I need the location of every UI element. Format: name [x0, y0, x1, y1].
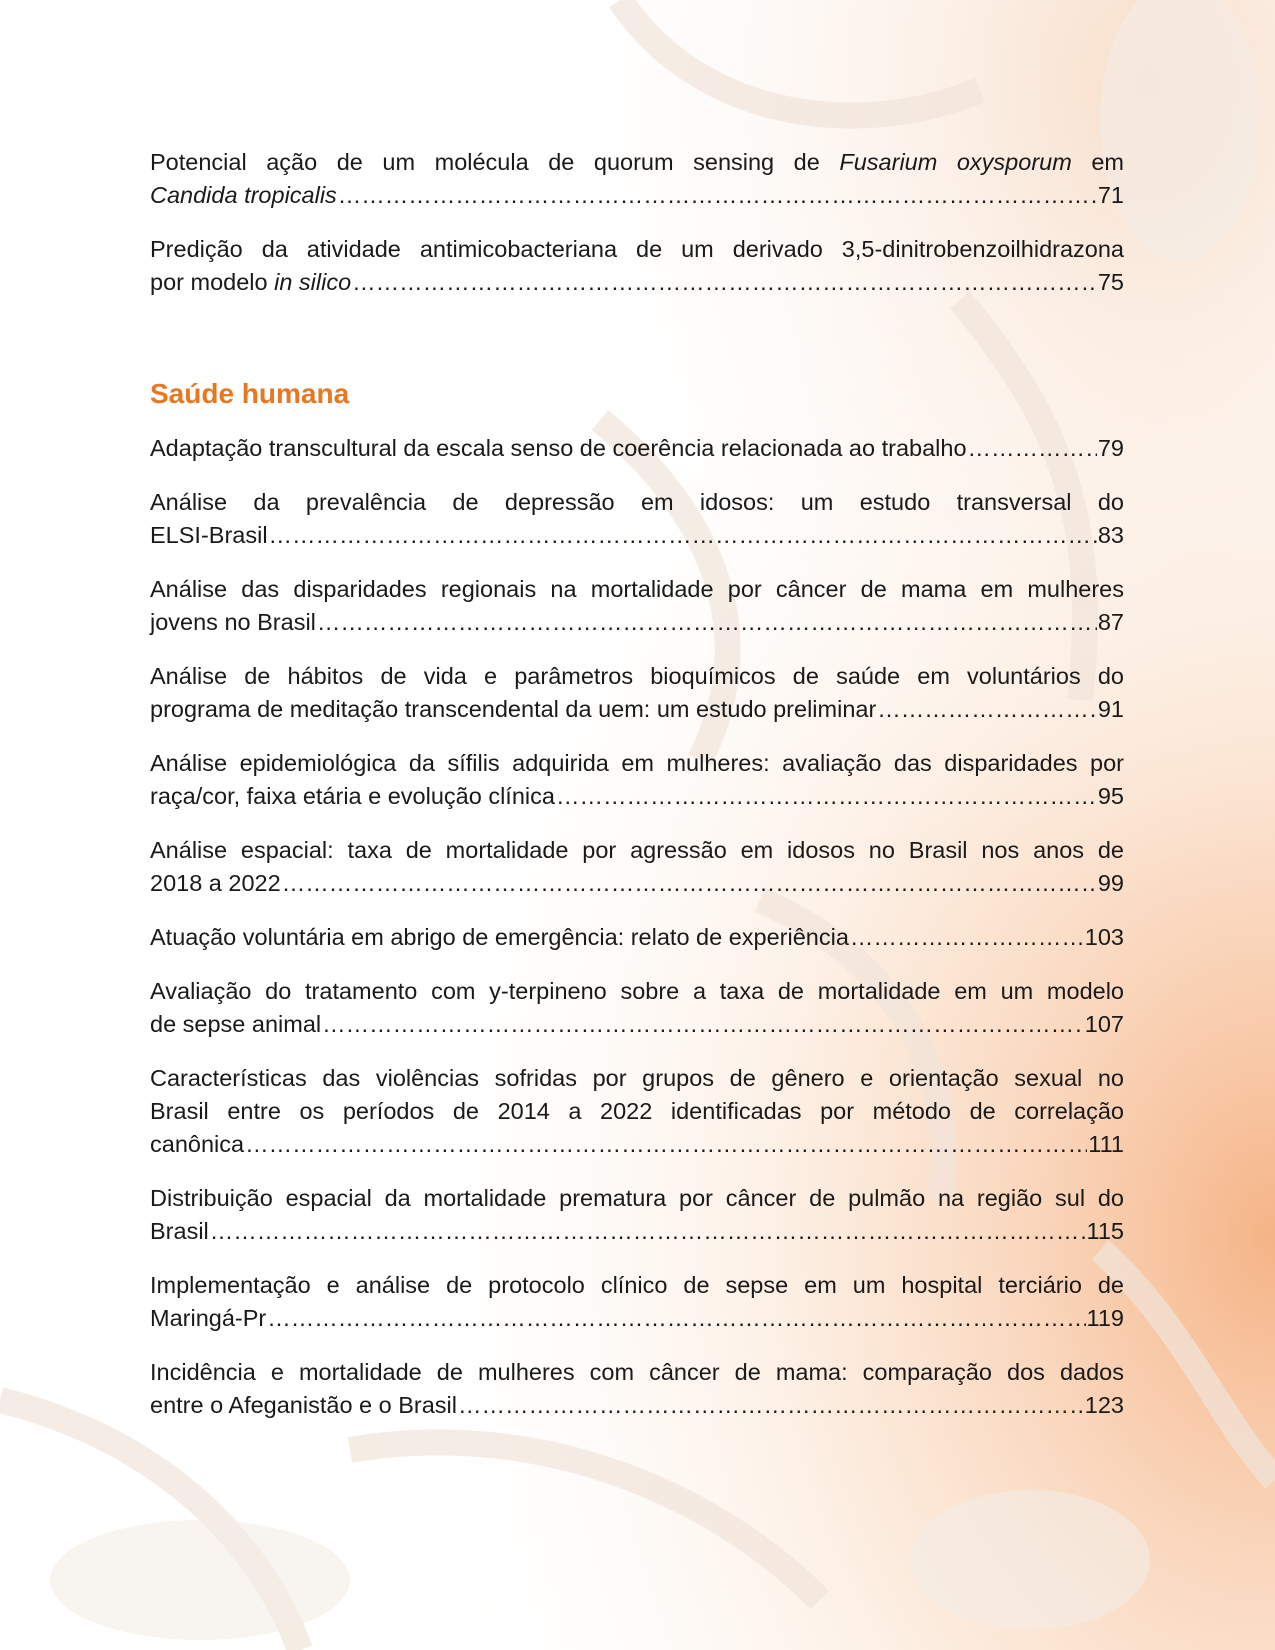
toc-entry-line: Distribuição espacial da mortalidade prematura por câncer de pulmão na região sul do	[150, 1185, 1124, 1211]
toc-entry-title-end: de sepse animal	[150, 1011, 322, 1037]
toc-page-number: 95	[1097, 783, 1124, 809]
toc-page-number: 91	[1097, 696, 1124, 722]
toc-entry-last-line	[150, 1215, 1124, 1248]
toc-entry-last-line	[150, 1389, 1124, 1422]
toc-entry-line: Implementação e análise de protocolo clínico de sepse em um hospital terciário de	[150, 1272, 1124, 1298]
toc-page-number: 123	[1084, 1392, 1124, 1418]
leader-dots	[458, 1389, 1084, 1422]
toc-entry-title-end: raça/cor, faixa etária e evolução clínica	[150, 783, 555, 809]
toc-entry[interactable]	[150, 1356, 1124, 1422]
toc-entry[interactable]	[150, 747, 1124, 813]
toc-page-number: 83	[1097, 522, 1124, 548]
toc-entry-title-end: Candida tropicalis	[150, 182, 337, 208]
leader-dots	[269, 519, 1097, 552]
toc-entry-last-line	[150, 606, 1124, 639]
toc-entry[interactable]	[150, 1182, 1124, 1248]
toc-entry[interactable]	[150, 432, 1124, 465]
toc-entry-title-end: Maringá-Pr	[150, 1305, 267, 1331]
toc-page-number: 87	[1097, 609, 1124, 635]
toc-entry[interactable]	[150, 1269, 1124, 1335]
toc-page-number: 75	[1097, 269, 1124, 295]
toc-page-number: 103	[1084, 924, 1124, 950]
toc-entry-title-end: ELSI-Brasil	[150, 522, 268, 548]
toc-entry-line: Potencial ação de um molécula de quorum sensing de Fusarium oxysporum em	[150, 149, 1124, 175]
toc-page-number: 119	[1086, 1305, 1124, 1331]
leader-dots	[968, 432, 1097, 465]
toc-entry[interactable]	[150, 834, 1124, 900]
toc-entry[interactable]	[150, 146, 1124, 212]
toc-entry-line: Brasil entre os períodos de 2014 a 2022 identificadas por método de correlação	[150, 1098, 1124, 1124]
leader-dots	[556, 780, 1097, 813]
toc-entry-last-line	[150, 867, 1124, 900]
leader-dots	[877, 693, 1097, 726]
leader-dots	[352, 266, 1097, 299]
toc-page-number: 99	[1097, 870, 1124, 896]
toc-entry-last-line	[150, 921, 1124, 954]
leader-dots	[282, 867, 1097, 900]
toc-entry-line: Análise epidemiológica da sífilis adquirida em mulheres: avaliação das disparidades por	[150, 750, 1124, 776]
toc-entry-last-line	[150, 1008, 1124, 1041]
toc-entry-line: Predição da atividade antimicobacteriana de um derivado 3,5-dinitrobenzoilhidrazona	[150, 236, 1124, 262]
toc-entry-title-end: canônica	[150, 1131, 245, 1157]
toc-entry-last-line	[150, 1128, 1124, 1161]
toc-page-number: 115	[1086, 1218, 1124, 1244]
toc-entry-title-end: entre o Afeganistão e o Brasil	[150, 1392, 458, 1418]
toc-entry-last-line	[150, 693, 1124, 726]
toc-entry-title-end: por modelo in silico	[150, 269, 352, 295]
toc-entry[interactable]	[150, 486, 1124, 552]
toc-entry-line: Avaliação do tratamento com y-terpineno sobre a taxa de mortalidade em um modelo	[150, 978, 1124, 1004]
toc-entry-line: Características das violências sofridas por grupos de gênero e orientação sexual no	[150, 1065, 1124, 1091]
toc-entry[interactable]	[150, 660, 1124, 726]
toc-page-number: 107	[1084, 1011, 1124, 1037]
toc-entry-last-line	[150, 780, 1124, 813]
toc-entry-title-end: Atuação voluntária em abrigo de emergência: relato de experiência	[150, 924, 849, 950]
toc-entry-title-end: Brasil	[150, 1218, 209, 1244]
toc-entry-line: Análise de hábitos de vida e parâmetros bioquímicos de saúde em voluntários do	[150, 663, 1124, 689]
toc-entry-line: Incidência e mortalidade de mulheres com câncer de mama: comparação dos dados	[150, 1359, 1124, 1385]
toc-entry-last-line	[150, 519, 1124, 552]
toc-entry-last-line	[150, 432, 1124, 465]
toc-entry[interactable]	[150, 573, 1124, 639]
leader-dots	[317, 606, 1097, 639]
toc-page-number: 111	[1088, 1131, 1124, 1157]
leader-dots	[322, 1008, 1084, 1041]
section-title: Saúde humana	[150, 378, 350, 409]
toc-entry[interactable]	[150, 975, 1124, 1041]
toc-entry-last-line	[150, 266, 1124, 299]
leader-dots	[338, 179, 1097, 212]
toc-entry[interactable]	[150, 1062, 1124, 1161]
table-of-contents	[150, 146, 1124, 1443]
toc-entry[interactable]	[150, 921, 1124, 954]
leader-dots	[267, 1302, 1085, 1335]
leader-dots	[210, 1215, 1086, 1248]
toc-page-number: 71	[1097, 182, 1124, 208]
toc-entry-line: Análise das disparidades regionais na mortalidade por câncer de mama em mulheres	[150, 576, 1124, 602]
toc-entry-title-end: jovens no Brasil	[150, 609, 316, 635]
toc-page-number: 79	[1097, 435, 1124, 461]
toc-entry-title-end: Adaptação transcultural da escala senso de coerência relacionada ao trabalho	[150, 435, 967, 461]
toc-entry-title-end: programa de meditação transcendental da uem: um estudo preliminar	[150, 696, 877, 722]
toc-entry-last-line	[150, 1302, 1124, 1335]
toc-entry[interactable]	[150, 233, 1124, 299]
toc-entry-line: Análise espacial: taxa de mortalidade por agressão em idosos no Brasil nos anos de	[150, 837, 1124, 863]
leader-dots	[850, 921, 1084, 954]
leader-dots	[245, 1128, 1087, 1161]
toc-section-entries	[150, 432, 1124, 1422]
toc-entry-title-end: 2018 a 2022	[150, 870, 281, 896]
toc-entry-line: Análise da prevalência de depressão em idosos: um estudo transversal do	[150, 489, 1124, 515]
toc-entry-last-line	[150, 179, 1124, 212]
